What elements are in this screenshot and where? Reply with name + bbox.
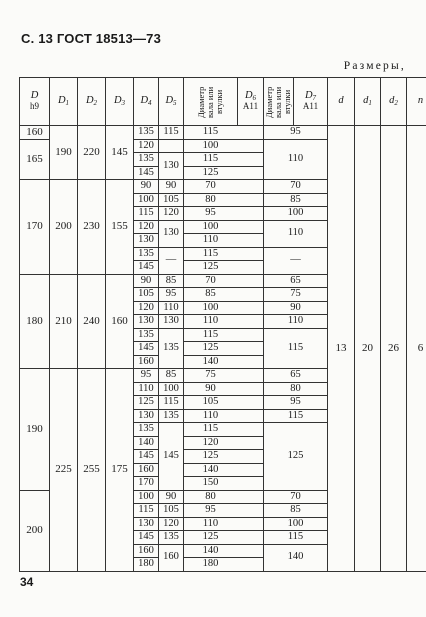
cell-shaft: 120 <box>184 436 238 450</box>
cell-shaft: 125 <box>184 531 238 545</box>
cell-D7: 140 <box>264 544 328 571</box>
cell-d: 13 <box>328 126 355 572</box>
col-D7: $D_7$ А11 <box>294 78 328 126</box>
cell-D6 <box>238 247 264 261</box>
cell-D5: 110 <box>159 301 184 315</box>
cell-D6 <box>238 423 264 437</box>
page-number: 34 <box>20 575 34 589</box>
cell-shaft: 115 <box>184 247 238 261</box>
cell-D6 <box>238 139 264 153</box>
cell-D4: 95 <box>134 369 159 383</box>
cell-d1: 20 <box>355 126 381 572</box>
units-caption: Размеры, <box>343 60 406 72</box>
col-D3: $D_3$ <box>106 78 134 126</box>
cell-D4: 135 <box>134 153 159 167</box>
cell-shaft: 140 <box>184 463 238 477</box>
cell-D6 <box>238 463 264 477</box>
cell-D7: 90 <box>264 301 328 315</box>
cell-D7: 110 <box>264 220 328 247</box>
cell-D6 <box>238 342 264 356</box>
cell-D6 <box>238 490 264 504</box>
cell-D6 <box>238 234 264 248</box>
cell-shaft: 100 <box>184 301 238 315</box>
cell-D3: 175 <box>106 369 134 572</box>
cell-D7: 95 <box>264 126 328 140</box>
table-row <box>20 126 426 140</box>
cell-shaft: 95 <box>184 207 238 221</box>
cell-D5: 95 <box>159 288 184 302</box>
cell-D2: 230 <box>78 180 106 275</box>
cell-D5 <box>159 139 184 153</box>
cell-D6 <box>238 531 264 545</box>
cell-D4: 115 <box>134 207 159 221</box>
cell-D7: 110 <box>264 315 328 329</box>
col-d1: $d_1$ <box>355 78 381 126</box>
cell-D6 <box>238 450 264 464</box>
cell-D4: 170 <box>134 477 159 491</box>
cell-D1: 200 <box>50 180 78 275</box>
cell-D6 <box>238 315 264 329</box>
cell-D5: 130 <box>159 315 184 329</box>
cell-D5: 90 <box>159 180 184 194</box>
cell-shaft: 110 <box>184 517 238 531</box>
col-shaft-diameter-2: Диаметр вала или втулки <box>264 78 294 126</box>
cell-D6 <box>238 153 264 167</box>
cell-shaft: 90 <box>184 382 238 396</box>
cell-D1: 225 <box>50 369 78 572</box>
cell-shaft: 180 <box>184 558 238 572</box>
cell-n: 6 <box>407 126 426 572</box>
group-D: 190 <box>20 369 50 491</box>
cell-D7: 115 <box>264 328 328 369</box>
col-D1: $D_1$ <box>50 78 78 126</box>
cell-D7: 85 <box>264 193 328 207</box>
cell-D5: 135 <box>159 531 184 545</box>
cell-shaft: 100 <box>184 220 238 234</box>
cell-D7: 80 <box>264 382 328 396</box>
cell-D5: 160 <box>159 544 184 571</box>
cell-shaft: 125 <box>184 450 238 464</box>
cell-shaft: 115 <box>184 423 238 437</box>
cell-shaft: 100 <box>184 139 238 153</box>
cell-D1: 190 <box>50 126 78 180</box>
cell-D5: 120 <box>159 517 184 531</box>
cell-shaft: 140 <box>184 355 238 369</box>
cell-D4: 90 <box>134 274 159 288</box>
cell-D4: 120 <box>134 220 159 234</box>
cell-shaft: 80 <box>184 193 238 207</box>
cell-D2: 240 <box>78 274 106 369</box>
cell-D7: 100 <box>264 207 328 221</box>
cell-shaft: 105 <box>184 396 238 410</box>
cell-D7: 70 <box>264 490 328 504</box>
cell-D4: 100 <box>134 490 159 504</box>
cell-D6 <box>238 274 264 288</box>
cell-D6 <box>238 396 264 410</box>
cell-D6 <box>238 288 264 302</box>
cell-D4: 90 <box>134 180 159 194</box>
cell-D4: 120 <box>134 139 159 153</box>
group-D: 165 <box>20 139 50 180</box>
cell-D5: 135 <box>159 409 184 423</box>
cell-D6 <box>238 328 264 342</box>
table-header-row <box>20 78 426 126</box>
cell-D4: 145 <box>134 166 159 180</box>
cell-D6 <box>238 261 264 275</box>
cell-D4: 120 <box>134 301 159 315</box>
cell-D5: 115 <box>159 126 184 140</box>
col-shaft-diameter: Диаметр вала или втулки <box>184 78 238 126</box>
cell-shaft: 125 <box>184 166 238 180</box>
cell-D7: 65 <box>264 274 328 288</box>
cell-D7: 100 <box>264 517 328 531</box>
cell-D4: 135 <box>134 247 159 261</box>
col-D5: $D_5$ <box>159 78 184 126</box>
cell-D6 <box>238 301 264 315</box>
cell-D7: 115 <box>264 531 328 545</box>
cell-shaft: 125 <box>184 261 238 275</box>
col-d: d <box>328 78 355 126</box>
cell-D4: 135 <box>134 328 159 342</box>
cell-d2: 26 <box>381 126 407 572</box>
cell-D2: 220 <box>78 126 106 180</box>
cell-D5: 115 <box>159 396 184 410</box>
cell-shaft: 70 <box>184 180 238 194</box>
cell-D4: 135 <box>134 423 159 437</box>
cell-D5: — <box>159 247 184 274</box>
cell-D5: 90 <box>159 490 184 504</box>
cell-D4: 135 <box>134 126 159 140</box>
cell-D4: 130 <box>134 234 159 248</box>
cell-D6 <box>238 220 264 234</box>
cell-D3: 160 <box>106 274 134 369</box>
cell-D5: 100 <box>159 382 184 396</box>
cell-D1: 210 <box>50 274 78 369</box>
cell-D4: 160 <box>134 544 159 558</box>
cell-D5: 130 <box>159 220 184 247</box>
cell-D5: 85 <box>159 274 184 288</box>
cell-D6 <box>238 207 264 221</box>
cell-D4: 145 <box>134 450 159 464</box>
group-D: 200 <box>20 490 50 571</box>
cell-shaft: 150 <box>184 477 238 491</box>
cell-shaft: 110 <box>184 234 238 248</box>
cell-shaft: 95 <box>184 504 238 518</box>
cell-D6 <box>238 477 264 491</box>
col-D6: $D_6$ А11 <box>238 78 264 126</box>
cell-D6 <box>238 409 264 423</box>
cell-shaft: 110 <box>184 409 238 423</box>
cell-D7: 110 <box>264 139 328 180</box>
cell-D4: 110 <box>134 382 159 396</box>
cell-D6 <box>238 504 264 518</box>
cell-D7: 125 <box>264 423 328 491</box>
group-D: 170 <box>20 180 50 275</box>
cell-D5: 85 <box>159 369 184 383</box>
cell-D7: 70 <box>264 180 328 194</box>
cell-D4: 105 <box>134 288 159 302</box>
cell-shaft: 85 <box>184 288 238 302</box>
cell-D6 <box>238 355 264 369</box>
cell-D3: 155 <box>106 180 134 275</box>
dimensions-table <box>19 77 426 572</box>
cell-D5: 135 <box>159 328 184 369</box>
cell-D5: 130 <box>159 153 184 180</box>
page-header: С. 13 ГОСТ 18513—73 <box>21 31 162 46</box>
cell-D7: 85 <box>264 504 328 518</box>
cell-D6 <box>238 436 264 450</box>
cell-D4: 125 <box>134 396 159 410</box>
cell-D6 <box>238 193 264 207</box>
cell-shaft: 140 <box>184 544 238 558</box>
cell-D2: 255 <box>78 369 106 572</box>
cell-D4: 160 <box>134 463 159 477</box>
col-D2: $D_2$ <box>78 78 106 126</box>
col-D: D h9 <box>20 78 50 126</box>
cell-D4: 130 <box>134 409 159 423</box>
cell-D7: 95 <box>264 396 328 410</box>
cell-D3: 145 <box>106 126 134 180</box>
cell-D6 <box>238 558 264 572</box>
cell-shaft: 110 <box>184 315 238 329</box>
cell-D4: 130 <box>134 517 159 531</box>
cell-D4: 115 <box>134 504 159 518</box>
cell-D5: 105 <box>159 193 184 207</box>
cell-D4: 130 <box>134 315 159 329</box>
cell-D7: 75 <box>264 288 328 302</box>
cell-shaft: 115 <box>184 126 238 140</box>
cell-shaft: 70 <box>184 274 238 288</box>
cell-shaft: 80 <box>184 490 238 504</box>
cell-D6 <box>238 382 264 396</box>
group-D: 160 <box>20 126 50 140</box>
cell-D7: — <box>264 247 328 274</box>
cell-D4: 100 <box>134 193 159 207</box>
cell-D5: 105 <box>159 504 184 518</box>
cell-shaft: 115 <box>184 153 238 167</box>
cell-D5: 120 <box>159 207 184 221</box>
cell-D4: 140 <box>134 436 159 450</box>
cell-D6 <box>238 180 264 194</box>
cell-D6 <box>238 126 264 140</box>
cell-D6 <box>238 544 264 558</box>
cell-D6 <box>238 166 264 180</box>
group-D: 180 <box>20 274 50 369</box>
cell-shaft: 125 <box>184 342 238 356</box>
cell-D4: 145 <box>134 342 159 356</box>
cell-shaft: 115 <box>184 328 238 342</box>
col-d2: $d_2$ <box>381 78 407 126</box>
cell-D4: 145 <box>134 261 159 275</box>
cell-D4: 145 <box>134 531 159 545</box>
cell-D4: 180 <box>134 558 159 572</box>
cell-D6 <box>238 369 264 383</box>
cell-D4: 160 <box>134 355 159 369</box>
cell-D7: 115 <box>264 409 328 423</box>
col-D4: $D_4$ <box>134 78 159 126</box>
cell-shaft: 75 <box>184 369 238 383</box>
cell-D7: 65 <box>264 369 328 383</box>
col-n: n <box>407 78 426 126</box>
cell-D5: 145 <box>159 423 184 491</box>
cell-D6 <box>238 517 264 531</box>
